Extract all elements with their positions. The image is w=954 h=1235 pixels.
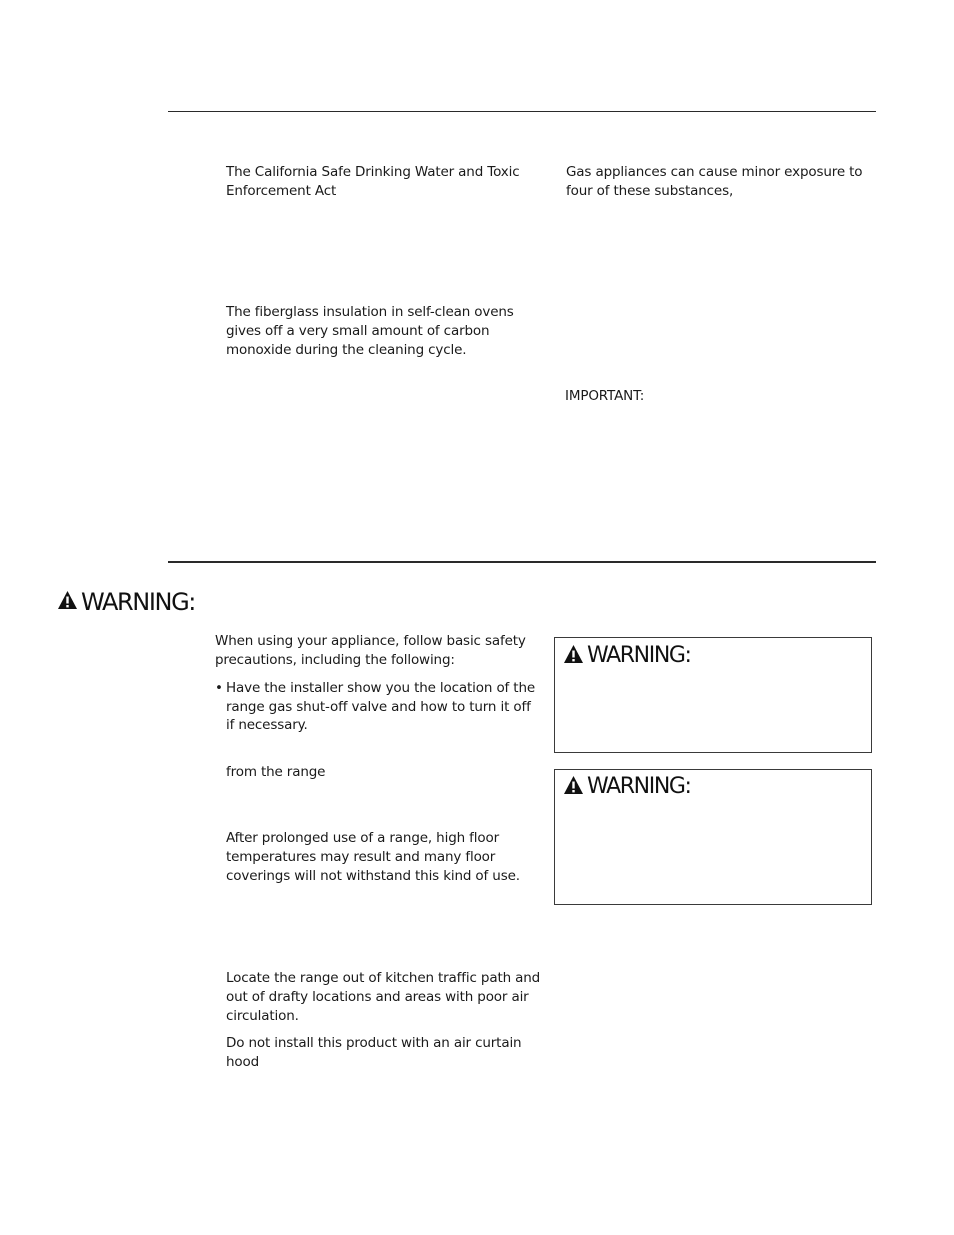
gas-exposure-text: Gas appliances can cause minor exposure to four of these substances, (566, 164, 863, 199)
safety-intro-text: When using your appliance, follow basic safety precautions, including the following: (215, 633, 526, 668)
section-divider (168, 561, 876, 563)
fiberglass-insulation-text: The fiberglass insulation in self-clean ovens gives off a very small amount of carbon monoxide during the cleaning cycle. (226, 304, 514, 358)
warning-box-1-label: WARNING: (587, 643, 691, 668)
from-range-text: from the range (226, 764, 326, 780)
warning-triangle-icon (563, 644, 584, 668)
bullet-dot: • (215, 680, 223, 696)
prop65-act-text: The California Safe Drinking Water and Toxic Enforcement Act (226, 164, 520, 199)
floor-temperature-text: After prolonged use of a range, high floor temperatures may result and many floor coverings will not withstand this kind of use. (226, 830, 520, 884)
locate-range-text: Locate the range out of kitchen traffic path and out of drafty locations and areas with poor air circulation. (226, 970, 541, 1024)
top-divider (168, 111, 876, 112)
air-curtain-hood-text: Do not install this product with an air curtain hood (226, 1035, 522, 1070)
warning-box-2-heading (563, 774, 691, 799)
warning-box-2-label: WARNING: (587, 774, 691, 799)
shutoff-valve-text: Have the installer show you the location of the range gas shut-off valve and how to turn it off if necessary. (226, 680, 536, 733)
shutoff-valve-bullet (215, 679, 541, 735)
warning-box-1-heading (563, 643, 691, 668)
warning-triangle-icon (563, 775, 584, 799)
warning-heading (57, 588, 195, 616)
warning-heading-label: WARNING: (81, 588, 195, 616)
warning-triangle-icon (57, 590, 78, 614)
important-label: IMPORTANT: (565, 388, 645, 404)
